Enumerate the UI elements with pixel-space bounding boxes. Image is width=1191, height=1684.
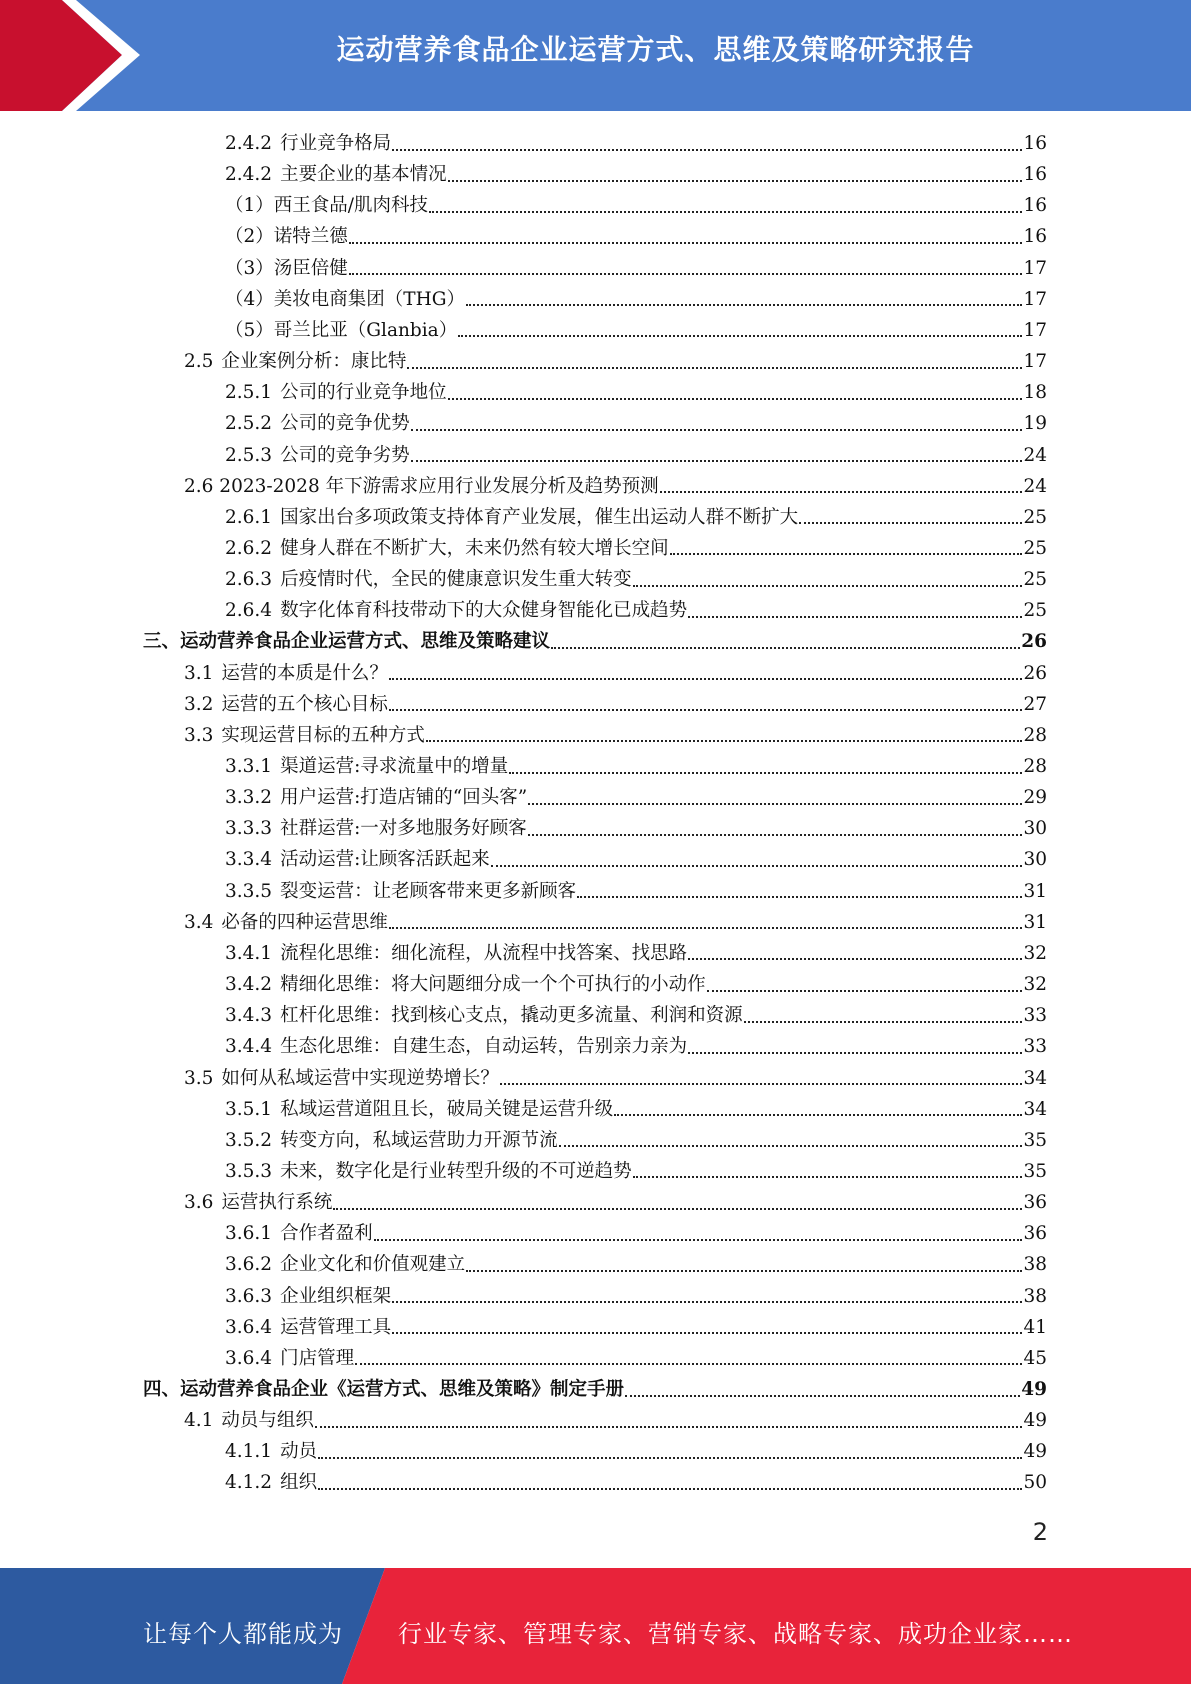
toc-entry[interactable] bbox=[225, 1125, 1047, 1156]
toc-entry-label bbox=[225, 938, 687, 969]
toc-dot-leader bbox=[411, 429, 1023, 431]
toc-entry-page: 35 bbox=[1023, 1129, 1047, 1151]
header-arrow-decoration bbox=[0, 0, 150, 111]
toc-entry-label bbox=[225, 1343, 354, 1374]
page-number: 2 bbox=[1032, 1518, 1048, 1546]
toc-entry-label bbox=[184, 658, 388, 689]
toc-entry-page: 28 bbox=[1023, 724, 1047, 746]
toc-entry-label bbox=[225, 1281, 391, 1312]
toc-entry-number: 2.5.1 bbox=[225, 382, 273, 404]
toc-dot-leader bbox=[799, 522, 1022, 524]
toc-dot-leader bbox=[333, 1208, 1022, 1210]
toc-entry-title: 门店管理 bbox=[280, 1347, 355, 1369]
toc-dot-leader bbox=[389, 927, 1023, 929]
toc-entry-title: 数字化体育科技带动下的大众健身智能化已成趋势 bbox=[280, 600, 688, 622]
footer-slogan-left: 让每个人都能成为 bbox=[143, 1620, 343, 1648]
toc-entry[interactable] bbox=[225, 440, 1047, 471]
toc-entry-page: 27 bbox=[1023, 693, 1047, 715]
toc-entry-title: 实现运营目标的五种方式 bbox=[221, 724, 425, 746]
toc-entry[interactable] bbox=[143, 1374, 1047, 1405]
toc-dot-leader bbox=[707, 990, 1023, 992]
toc-entry-title: 2.6 2023-2028 年下游需求应用行业发展分析及趋势预测 bbox=[184, 475, 659, 497]
toc-entry-page: 26 bbox=[1021, 631, 1047, 653]
toc-entry-label bbox=[225, 315, 457, 346]
toc-entry-label bbox=[225, 408, 410, 439]
toc-dot-leader bbox=[315, 1426, 1023, 1428]
toc-entry-page: 50 bbox=[1023, 1472, 1047, 1494]
toc-entry-number: 3.6.3 bbox=[225, 1285, 273, 1307]
toc-dot-leader bbox=[633, 1176, 1023, 1178]
toc-entry-title: 必备的四种运营思维 bbox=[221, 911, 388, 933]
toc-entry[interactable] bbox=[225, 969, 1047, 1000]
toc-entry-title: 裂变运营：让老顾客带来更多新顾客 bbox=[280, 880, 577, 902]
toc-dot-leader bbox=[660, 491, 1023, 493]
toc-entry-title: 公司的行业竞争地位 bbox=[280, 382, 447, 404]
toc-entry[interactable] bbox=[225, 1031, 1047, 1062]
toc-entry-number: 3.4.2 bbox=[225, 974, 273, 996]
toc-entry[interactable] bbox=[225, 595, 1047, 626]
toc-entry[interactable] bbox=[184, 907, 1047, 938]
toc-entry-label bbox=[225, 564, 632, 595]
toc-entry[interactable] bbox=[184, 346, 1047, 377]
toc-entry-label bbox=[225, 595, 687, 626]
toc-entry-page: 34 bbox=[1023, 1098, 1047, 1120]
toc-dot-leader bbox=[392, 1301, 1022, 1303]
toc-entry-label bbox=[225, 533, 669, 564]
toc-entry-page: 28 bbox=[1023, 756, 1047, 777]
toc-entry-page: 32 bbox=[1023, 942, 1047, 964]
toc-dot-leader bbox=[466, 1270, 1022, 1272]
toc-entry-page: 17 bbox=[1023, 319, 1047, 341]
toc-entry-title: （3）汤臣倍健 bbox=[225, 257, 348, 279]
toc-entry-number: 3.3 bbox=[184, 724, 214, 746]
toc-dot-leader bbox=[355, 1363, 1022, 1365]
toc-dot-leader bbox=[688, 958, 1022, 960]
toc-entry[interactable] bbox=[225, 1249, 1047, 1280]
toc-entry[interactable] bbox=[225, 128, 1047, 159]
toc-entry-title: 运营管理工具 bbox=[280, 1316, 392, 1338]
toc-entry-page: 33 bbox=[1023, 1005, 1047, 1027]
toc-entry[interactable] bbox=[184, 471, 1047, 502]
toc-entry-label bbox=[184, 689, 388, 720]
toc-entry-page: 31 bbox=[1023, 911, 1047, 933]
toc-entry-page: 25 bbox=[1023, 506, 1047, 528]
toc-dot-leader bbox=[466, 304, 1022, 306]
toc-entry-title: 生态化思维：自建生态，自动运转，告别亲力亲为 bbox=[280, 1036, 688, 1058]
toc-entry-page: 34 bbox=[1023, 1067, 1047, 1089]
toc-entry-label bbox=[225, 1312, 391, 1343]
toc-entry-label bbox=[184, 1405, 314, 1436]
toc-entry-number: 2.4.2 bbox=[225, 133, 273, 154]
toc-dot-leader bbox=[577, 896, 1022, 898]
toc-entry-title: 用户运营:打造店铺的“回头客” bbox=[280, 787, 528, 809]
toc-entry-title: 私域运营道阻且长，破局关键是运营升级 bbox=[280, 1098, 614, 1120]
toc-dot-leader bbox=[559, 1145, 1023, 1147]
toc-entry-page: 30 bbox=[1023, 818, 1047, 840]
toc-dot-leader bbox=[448, 180, 1023, 182]
toc-entry-title: 转变方向，私域运营助力开源节流 bbox=[280, 1129, 558, 1151]
toc-entry-title: 运营执行系统 bbox=[221, 1192, 333, 1214]
toc-dot-leader bbox=[509, 772, 1022, 774]
toc-entry-title: 企业案例分析：康比特 bbox=[221, 351, 407, 373]
toc-entry-page: 24 bbox=[1023, 475, 1047, 497]
toc-entry-title: 公司的竞争优势 bbox=[280, 413, 410, 435]
toc-dot-leader bbox=[528, 834, 1023, 836]
toc-entry-label bbox=[184, 907, 388, 938]
toc-entry[interactable] bbox=[225, 315, 1047, 346]
toc-dot-leader bbox=[411, 460, 1023, 462]
toc-entry-number: 3.1 bbox=[184, 662, 214, 684]
toc-entry-number: 3.3.2 bbox=[225, 787, 273, 809]
toc-entry-number: 3.4.3 bbox=[225, 1005, 273, 1027]
toc-entry-title: 动员 bbox=[280, 1441, 318, 1463]
toc-entry-title: 国家出台多项政策支持体育产业发展，催生出运动人群不断扩大 bbox=[280, 506, 799, 528]
page-header bbox=[0, 0, 1191, 111]
toc-entry-title: （2）诺特兰德 bbox=[225, 226, 348, 248]
toc-dot-leader bbox=[491, 865, 1023, 867]
toc-dot-leader bbox=[318, 1488, 1022, 1490]
toc-dot-leader bbox=[744, 1021, 1023, 1023]
toc-entry-title: 公司的竞争劣势 bbox=[280, 444, 410, 466]
toc-entry-page: 18 bbox=[1023, 382, 1047, 404]
toc-entry-number: 3.2 bbox=[184, 693, 214, 715]
toc-entry-label bbox=[225, 377, 447, 408]
toc-entry-number: 2.6.1 bbox=[225, 506, 273, 528]
toc-entry[interactable] bbox=[225, 253, 1047, 284]
report-title: 运动营养食品企业运营方式、思维及策略研究报告 bbox=[336, 33, 975, 66]
toc-dot-leader bbox=[688, 616, 1022, 618]
toc-entry-page: 29 bbox=[1023, 787, 1047, 809]
toc-entry[interactable] bbox=[143, 626, 1047, 657]
toc-entry-number: 2.4.2 bbox=[225, 164, 273, 186]
toc-entry[interactable] bbox=[225, 284, 1047, 315]
toc-entry-number: 3.5.1 bbox=[225, 1098, 273, 1120]
toc-entry-label bbox=[225, 221, 348, 252]
toc-dot-leader bbox=[349, 242, 1023, 244]
toc-entry-label bbox=[225, 502, 798, 533]
toc-entry-label bbox=[225, 253, 348, 284]
toc-entry-label bbox=[184, 346, 406, 377]
toc-entry-page: 17 bbox=[1023, 351, 1047, 373]
toc-entry-label bbox=[225, 813, 527, 844]
toc-dot-leader bbox=[448, 398, 1023, 400]
toc-entry-label bbox=[225, 1000, 743, 1031]
toc-entry-label bbox=[225, 284, 465, 315]
toc-entry-page: 38 bbox=[1023, 1285, 1047, 1307]
toc-entry-number: 3.5.2 bbox=[225, 1129, 273, 1151]
toc-entry[interactable] bbox=[225, 502, 1047, 533]
toc-entry[interactable] bbox=[225, 221, 1047, 252]
toc-entry-number: 3.6.1 bbox=[225, 1223, 273, 1245]
toc-entry-number: 3.4.1 bbox=[225, 942, 273, 964]
toc-entry[interactable] bbox=[184, 658, 1047, 689]
toc-dot-leader bbox=[374, 1239, 1023, 1241]
toc-entry-page: 41 bbox=[1023, 1316, 1047, 1338]
toc-entry-number: 2.6.2 bbox=[225, 537, 273, 559]
toc-entry-page: 36 bbox=[1023, 1223, 1047, 1245]
toc-entry-title: 四、运动营养食品企业《运营方式、思维及策略》制定手册 bbox=[143, 1379, 625, 1400]
toc-entry-page: 26 bbox=[1023, 662, 1047, 684]
toc-entry-title: （1）西王食品/肌肉科技 bbox=[225, 195, 429, 217]
toc-entry[interactable] bbox=[225, 1436, 1047, 1467]
toc-dot-leader bbox=[551, 647, 1020, 649]
toc-entry-page: 49 bbox=[1023, 1410, 1047, 1432]
toc-entry-label bbox=[225, 1031, 687, 1062]
toc-dot-leader bbox=[349, 273, 1023, 275]
toc-entry-page: 16 bbox=[1023, 195, 1047, 217]
toc-dot-leader bbox=[670, 553, 1023, 555]
toc-entry[interactable] bbox=[225, 1094, 1047, 1125]
toc-entry-page: 35 bbox=[1023, 1160, 1047, 1182]
toc-entry[interactable] bbox=[225, 377, 1047, 408]
toc-entry-page: 16 bbox=[1023, 164, 1047, 186]
toc-entry[interactable] bbox=[225, 1000, 1047, 1031]
toc-entry[interactable] bbox=[225, 1343, 1047, 1374]
toc-entry[interactable] bbox=[184, 1063, 1047, 1094]
toc-entry[interactable] bbox=[184, 689, 1047, 720]
toc-entry[interactable] bbox=[225, 564, 1047, 595]
toc-entry-page: 36 bbox=[1023, 1192, 1047, 1214]
toc-entry-title: （4）美妆电商集团（THG） bbox=[225, 288, 466, 310]
toc-entry-number: 3.6.2 bbox=[225, 1254, 273, 1276]
toc-entry-number: 3.4.4 bbox=[225, 1036, 273, 1058]
toc-entry-label bbox=[225, 782, 527, 813]
toc-entry-page: 25 bbox=[1023, 537, 1047, 559]
toc-dot-leader bbox=[458, 335, 1022, 337]
toc-entry-page: 24 bbox=[1023, 444, 1047, 466]
toc-entry-page: 25 bbox=[1023, 600, 1047, 622]
toc-entry-label bbox=[225, 1467, 317, 1498]
toc-entry[interactable] bbox=[225, 876, 1047, 907]
footer-slogan-right: 行业专家、管理专家、营销专家、战略专家、成功企业家…… bbox=[398, 1620, 1073, 1648]
toc-entry[interactable] bbox=[225, 1218, 1047, 1249]
toc-entry-number: 4.1.1 bbox=[225, 1441, 273, 1463]
toc-entry[interactable] bbox=[225, 408, 1047, 439]
toc-entry[interactable] bbox=[184, 720, 1047, 751]
toc-entry-label bbox=[225, 1218, 373, 1249]
toc-dot-leader bbox=[389, 678, 1023, 680]
toc-dot-leader bbox=[389, 709, 1023, 711]
toc-entry-page: 19 bbox=[1023, 413, 1047, 435]
toc-entry[interactable] bbox=[225, 938, 1047, 969]
page-footer bbox=[0, 1568, 1191, 1684]
toc-entry[interactable] bbox=[225, 844, 1047, 875]
toc-entry-title: 主要企业的基本情况 bbox=[280, 164, 447, 186]
toc-entry-label bbox=[184, 471, 659, 502]
toc-entry-label bbox=[143, 626, 550, 657]
toc-dot-leader bbox=[392, 149, 1022, 151]
toc-entry-page: 31 bbox=[1023, 880, 1047, 902]
toc-entry-label bbox=[143, 1374, 624, 1405]
toc-dot-leader bbox=[426, 740, 1023, 742]
toc-entry-number: 3.3.3 bbox=[225, 818, 273, 840]
toc-entry[interactable] bbox=[225, 533, 1047, 564]
toc-entry[interactable] bbox=[225, 1281, 1047, 1312]
toc-entry-label bbox=[225, 969, 706, 1000]
toc-dot-leader bbox=[392, 1332, 1022, 1334]
toc-entry-number: 2.5.3 bbox=[225, 444, 273, 466]
toc-entry-label bbox=[225, 844, 490, 875]
toc-entry-number: 2.5.2 bbox=[225, 413, 273, 435]
toc-dot-leader bbox=[688, 1052, 1022, 1054]
toc-entry-label bbox=[225, 1094, 613, 1125]
toc-entry-page: 32 bbox=[1023, 974, 1047, 996]
toc-entry[interactable] bbox=[225, 813, 1047, 844]
toc-entry-page: 30 bbox=[1023, 849, 1047, 871]
toc-entry-number: 3.3.1 bbox=[225, 756, 273, 777]
toc-entry-label bbox=[225, 1436, 317, 1467]
toc-entry-title: 运营的五个核心目标 bbox=[221, 693, 388, 715]
toc-entry-page: 25 bbox=[1023, 569, 1047, 591]
toc-dot-leader bbox=[633, 585, 1023, 587]
toc-entry-number: 2.5 bbox=[184, 351, 214, 373]
toc-entry-number: 3.5.3 bbox=[225, 1160, 273, 1182]
toc-entry[interactable] bbox=[225, 1156, 1047, 1187]
toc-entry-title: 如何从私域运营中实现逆势增长？ bbox=[221, 1067, 499, 1089]
toc-entry-page: 49 bbox=[1023, 1441, 1047, 1463]
toc-entry-label bbox=[225, 190, 428, 221]
toc-entry-page: 17 bbox=[1023, 288, 1047, 310]
toc-entry-number: 3.6 bbox=[184, 1192, 214, 1214]
toc-entry-page: 33 bbox=[1023, 1036, 1047, 1058]
toc-entry-title: 未来，数字化是行业转型升级的不可逆趋势 bbox=[280, 1160, 632, 1182]
toc-entry[interactable] bbox=[225, 1312, 1047, 1343]
toc-entry-number: 2.6.3 bbox=[225, 569, 273, 591]
toc-entry-label bbox=[225, 876, 576, 907]
toc-entry[interactable] bbox=[225, 751, 1047, 782]
toc-entry-title: 精细化思维：将大问题细分成一个个可执行的小动作 bbox=[280, 974, 706, 996]
toc-entry-title: （5）哥兰比亚（Glanbia） bbox=[225, 319, 458, 341]
toc-entry-title: 运营的本质是什么？ bbox=[221, 662, 388, 684]
toc-entry-page: 16 bbox=[1023, 133, 1047, 154]
toc-entry-number: 3.3.4 bbox=[225, 849, 273, 871]
toc-entry-title: 组织 bbox=[280, 1472, 318, 1494]
toc-entry-number: 3.3.5 bbox=[225, 880, 273, 902]
toc-entry-label bbox=[184, 1187, 332, 1218]
toc-dot-leader bbox=[318, 1457, 1022, 1459]
toc-dot-leader bbox=[500, 1083, 1023, 1085]
toc-entry-page: 45 bbox=[1023, 1347, 1047, 1369]
toc-entry[interactable] bbox=[225, 782, 1047, 813]
toc-dot-leader bbox=[407, 367, 1022, 369]
toc-dot-leader bbox=[614, 1114, 1022, 1116]
toc-entry-title: 杠杆化思维：找到核心支点，撬动更多流量、利润和资源 bbox=[280, 1005, 743, 1027]
toc-entry[interactable] bbox=[184, 1405, 1047, 1436]
toc-entry[interactable] bbox=[225, 190, 1047, 221]
toc-entry-label bbox=[184, 720, 425, 751]
toc-entry-number: 4.1.2 bbox=[225, 1472, 273, 1494]
toc-entry-title: 流程化思维：细化流程，从流程中找答案、找思路 bbox=[280, 942, 688, 964]
toc-entry-page: 49 bbox=[1021, 1379, 1047, 1400]
toc-entry-title: 三、运动营养食品企业运营方式、思维及策略建议 bbox=[143, 631, 551, 653]
toc-entry-label bbox=[225, 751, 508, 782]
toc-dot-leader bbox=[625, 1395, 1020, 1397]
toc-dot-leader bbox=[429, 211, 1022, 213]
toc-entry-label bbox=[225, 1125, 558, 1156]
toc-entry-label bbox=[225, 440, 410, 471]
toc-entry-number: 3.6.4 bbox=[225, 1316, 273, 1338]
toc-entry[interactable] bbox=[225, 1467, 1047, 1498]
toc-entry-title: 渠道运营:寻求流量中的增量 bbox=[280, 756, 509, 777]
toc-entry-title: 企业组织框架 bbox=[280, 1285, 392, 1307]
toc-entry-label bbox=[225, 159, 447, 190]
toc-entry-title: 活动运营:让顾客活跃起来 bbox=[280, 849, 490, 871]
toc-entry-title: 合作者盈利 bbox=[280, 1223, 373, 1245]
toc-entry-title: 行业竞争格局 bbox=[280, 133, 392, 154]
toc-entry-number: 2.6.4 bbox=[225, 600, 273, 622]
toc-entry[interactable] bbox=[184, 1187, 1047, 1218]
toc-entry-label bbox=[225, 1249, 465, 1280]
toc-entry-label bbox=[184, 1063, 499, 1094]
toc-entry-title: 健身人群在不断扩大，未来仍然有较大增长空间 bbox=[280, 537, 669, 559]
toc-entry-title: 社群运营:一对多地服务好顾客 bbox=[280, 818, 527, 840]
toc-entry-title: 企业文化和价值观建立 bbox=[280, 1254, 466, 1276]
toc-entry-number: 3.4 bbox=[184, 911, 214, 933]
toc-entry-title: 后疫情时代，全民的健康意识发生重大转变 bbox=[280, 569, 632, 591]
toc-entry-label bbox=[225, 1156, 632, 1187]
toc-dot-leader bbox=[528, 803, 1022, 805]
toc-entry-title: 动员与组织 bbox=[221, 1410, 314, 1432]
toc-entry-page: 38 bbox=[1023, 1254, 1047, 1276]
toc-entry-number: 4.1 bbox=[184, 1410, 214, 1432]
toc-entry-number: 3.6.4 bbox=[225, 1347, 273, 1369]
toc-entry-number: 3.5 bbox=[184, 1067, 214, 1089]
toc-entry-page: 16 bbox=[1023, 226, 1047, 248]
toc-entry-page: 17 bbox=[1023, 257, 1047, 279]
toc-entry[interactable] bbox=[225, 159, 1047, 190]
toc-entry-label bbox=[225, 128, 391, 159]
